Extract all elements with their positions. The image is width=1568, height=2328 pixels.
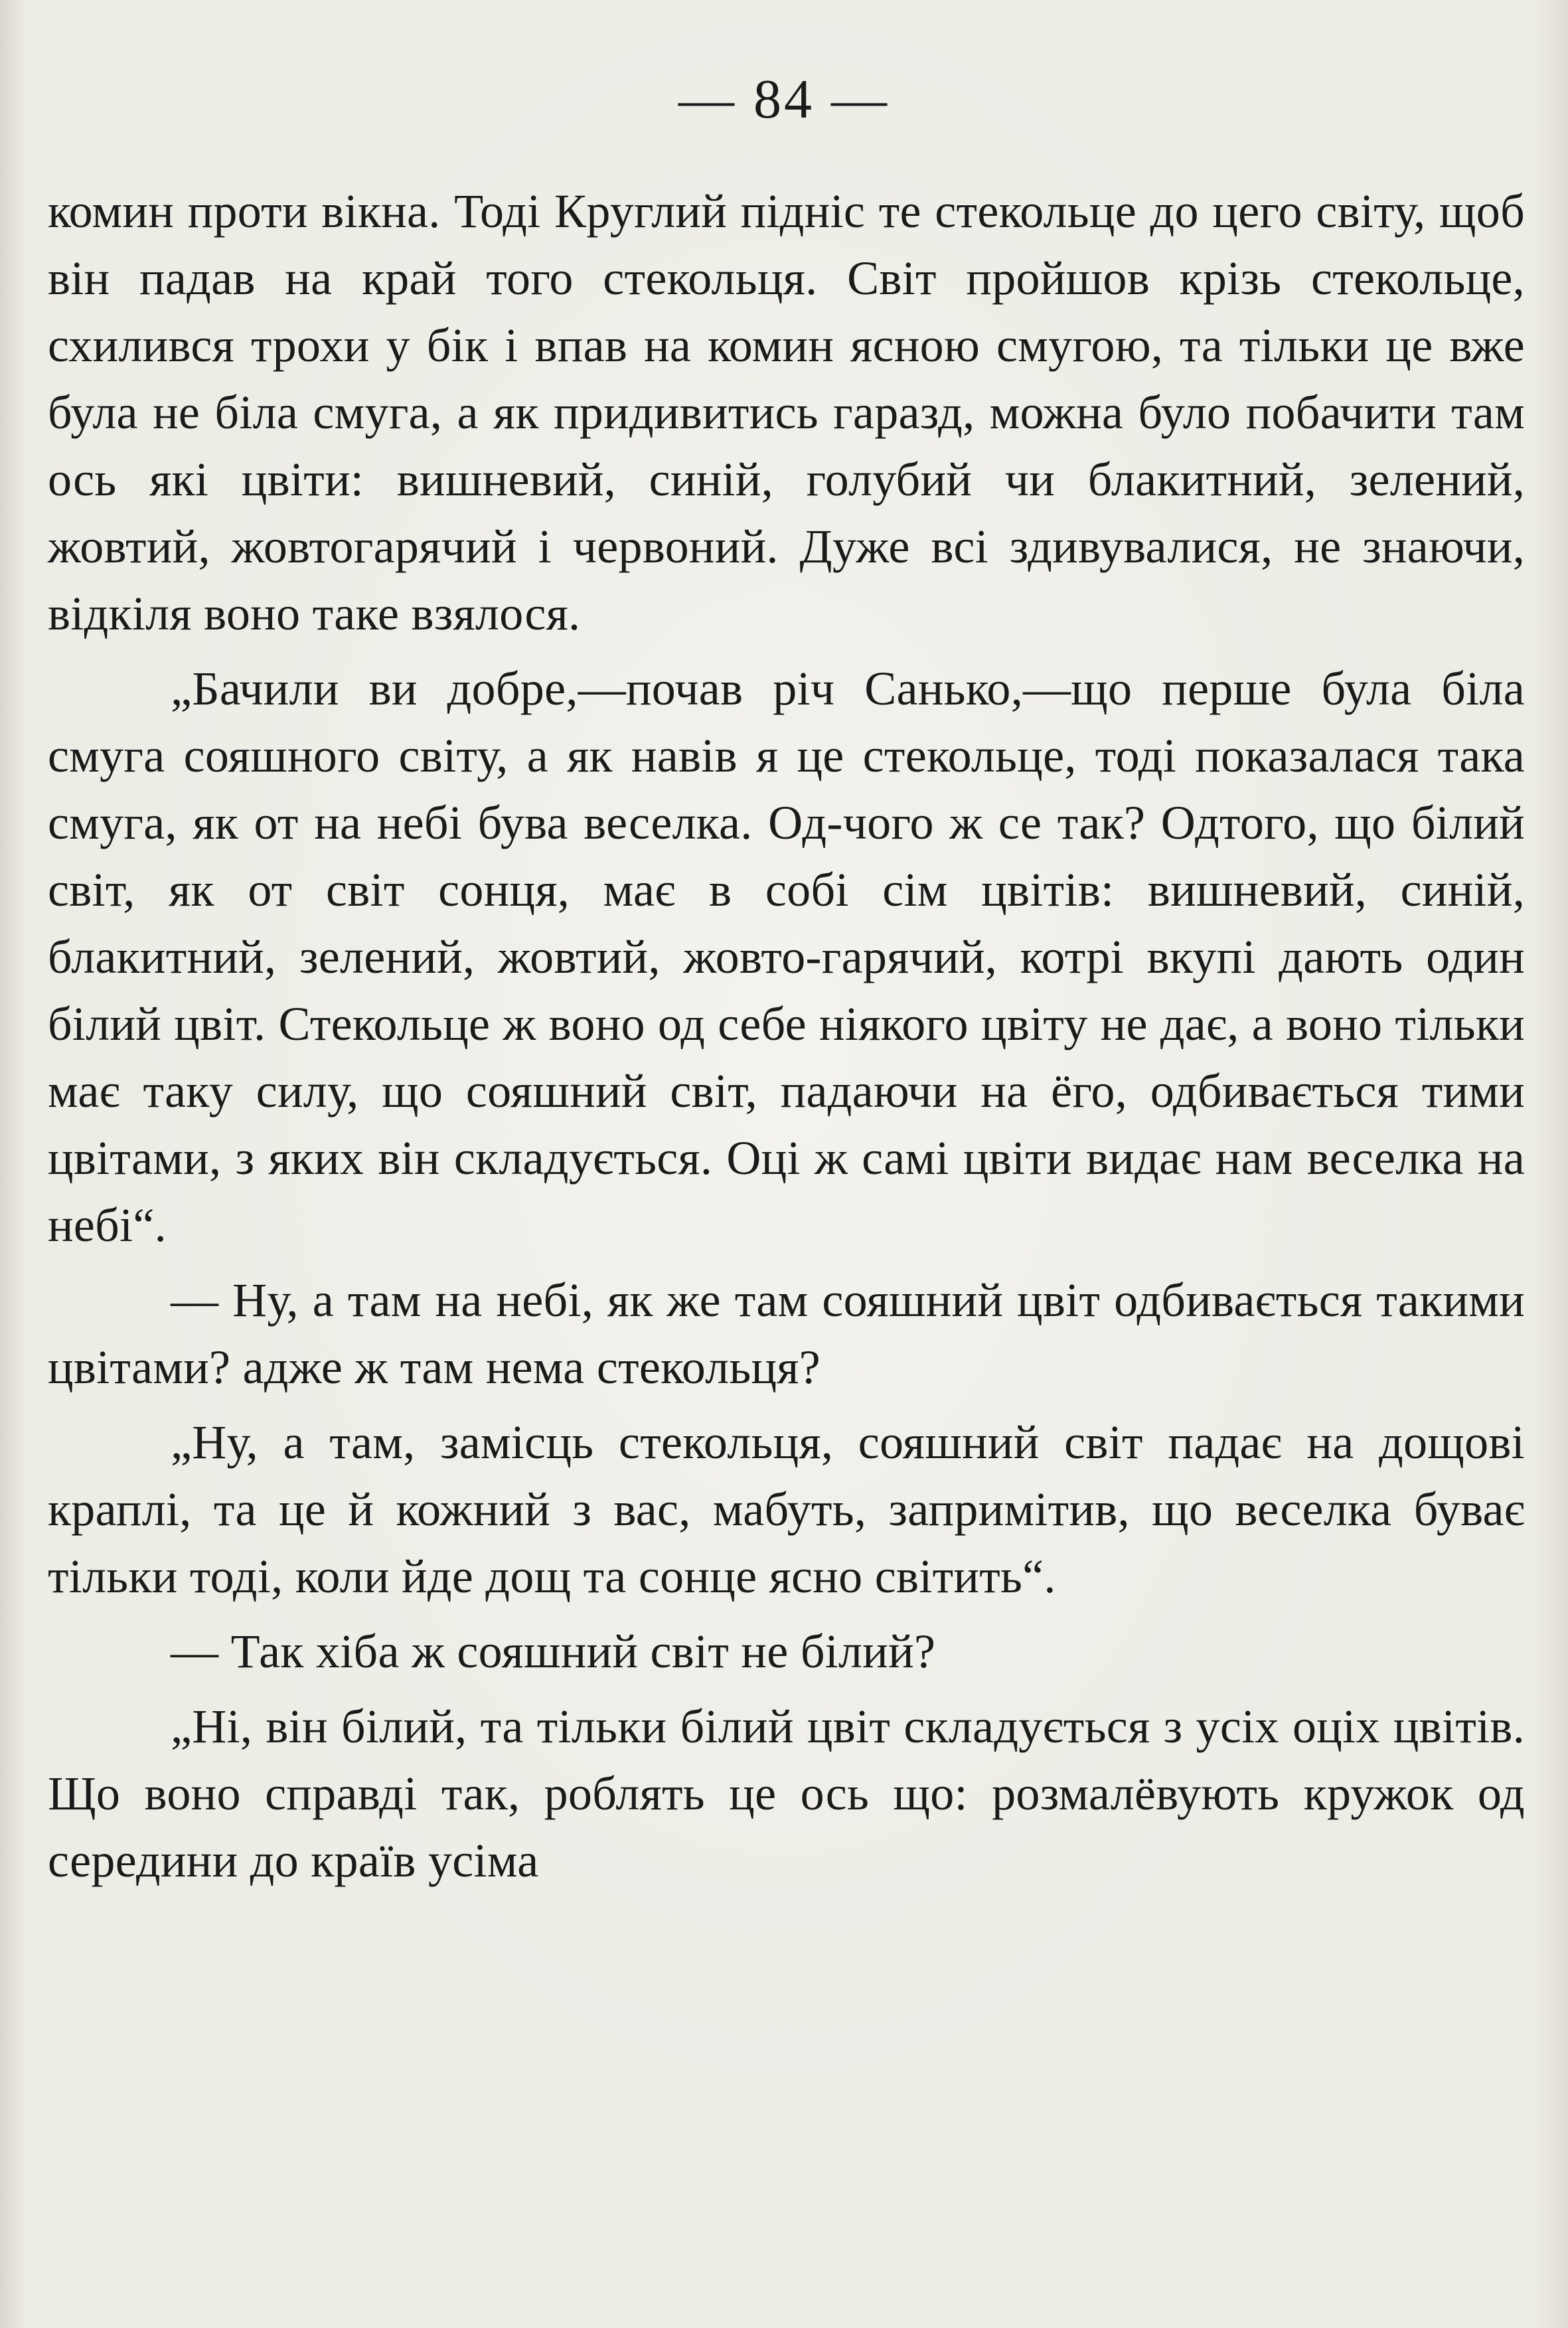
paragraph-6: „Ні, він білий, та тільки білий цвіт складується з усіх оціх цвітів. Що воно справді так, роблять це ось що: розмалёвують кружок од середини до країв усіма bbox=[48, 1700, 1525, 1887]
page-number: — 84 — bbox=[678, 68, 890, 130]
paragraph-4: „Ну, а там, замісць стекольця, сояшний світ падає на дощові краплі, та це й кожний з вас, мабуть, запримітив, що веселка буває тільки тоді, коли йде дощ та сонце ясно світить“. bbox=[48, 1416, 1525, 1603]
paragraph-3: — Ну, а там на небі, як же там сояшний цвіт одбивається такими цвітами? адже ж там нема стекольця? bbox=[48, 1274, 1525, 1394]
paragraph-2: „Бачили ви добре,—почав річ Санько,—що перше була біла смуга сояшного світу, а як навів я це стекольце, тоді показалася така смуга, як от на небі бува веселка. Од-чого ж се так? Одтого, що білий світ, як от світ сонця, має в собі сім цвітів: вишневий, синій, блакитний, зелений, жовтий, жовто-гарячий, котрі вкупі дають один білий цвіт. Стекольце ж воно од себе ніякого цвіту не дає, а воно тільки має таку силу, що сояшний світ, падаючи на ёго, одбивається тими цвітами, з яких він складується. Оці ж самі цвіти видає нам веселка на небі“. bbox=[48, 662, 1525, 1252]
paragraph-1: комин проти вікна. Тоді Круглий підніс те стекольце до цего світу, щоб він падав на край того стекольця. Світ пройшов крізь стекольце, схилився трохи у бік і впав на комин ясною смугою, та тільки це вже була не біла смуга, а як придивитись гаразд, можна було побачити там ось які цвіти: вишневий, синій, голубий чи блакитний, зелений, жовтий, жовтогарячий і червоний. Дуже всі здивувалися, не знаючи, відкіля воно таке взялося. bbox=[48, 185, 1525, 640]
page-body-text bbox=[48, 178, 1525, 1894]
paragraph-5: — Так хіба ж сояшний світ не білий? bbox=[171, 1625, 936, 1678]
